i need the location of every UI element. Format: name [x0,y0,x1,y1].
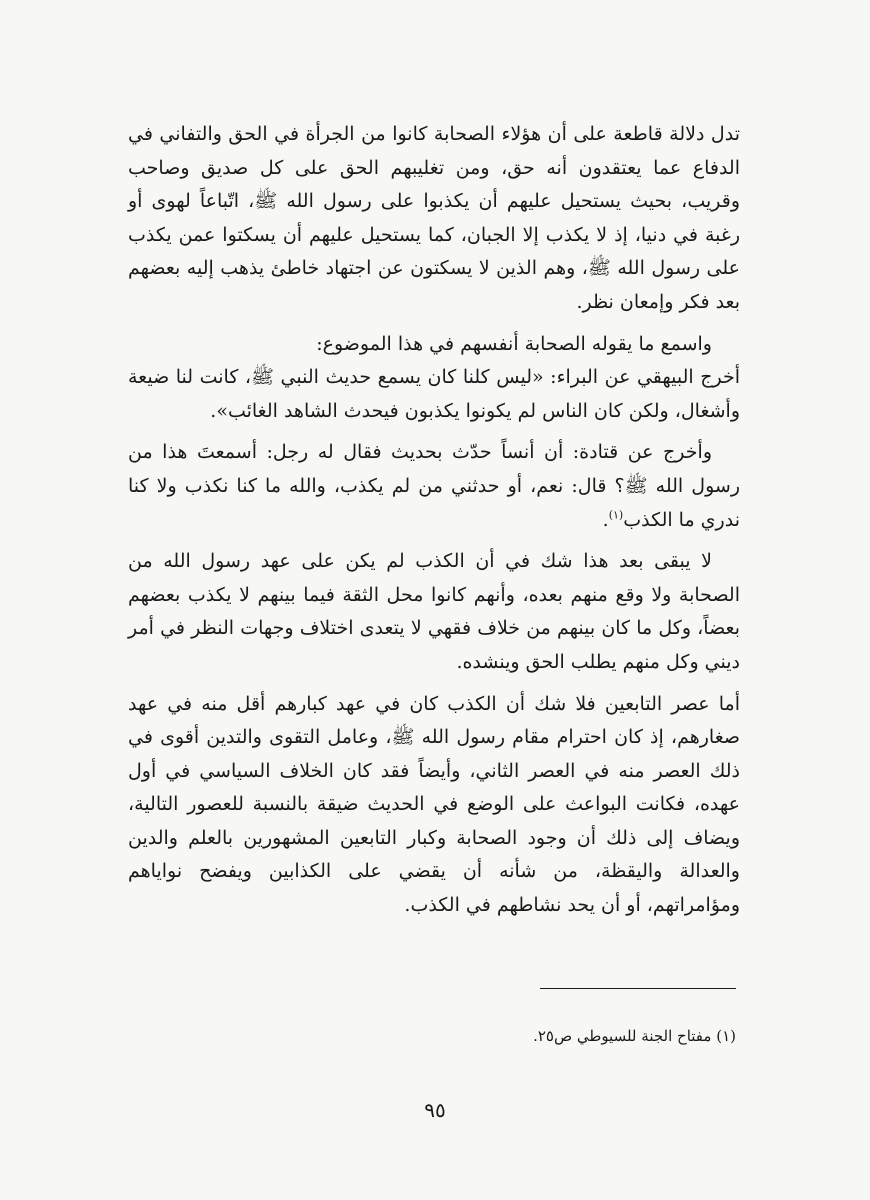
footnote [128,1024,736,1048]
footnote-reference[interactable]: (١) [608,508,624,522]
paragraph-6: أما عصر التابعين فلا شك أن الكذب كان في عهد كبارهم أقل منه في عهد صغارهم، إذ كان احترام مقام رسول الله ﷺ، وعامل التقوى والتدين أقوى في ذلك العصر منه في العصر الثاني، وأيضاً فقد كان الخلاف السياسي في أول عهده، فكانت البواعث على الوضع في الحديث ضيقة بالنسبة للعصور التالية، ويضاف إلى ذلك أن وجود الصحابة وكبار التابعين المشهورين بالعلم والدين والعدالة واليقظة، من شأنه أن يقضي على الكذابين ويفضح نواياهم ومؤامراتهم، أو أن يحد نشاطهم في الكذب. [128,692,740,917]
footnote-text: مفتاح الجنة للسيوطي ص٢٥. [533,1027,712,1045]
paragraph-4 [128,436,740,537]
paragraph-3: أخرج البيهقي عن البراء: «ليس كلنا كان يسمع حديث النبي ﷺ، كانت لنا ضيعة وأشغال، ولكن كان الناس لم يكونوا يكذبون فيحدث الشاهد الغائب». [128,366,740,422]
paragraph-5: لا يبقى بعد هذا شك في أن الكذب لم يكن على عهد رسول الله من الصحابة ولا وقع منهم بعده، وأنهم كانوا محل الثقة فيما بينهم لا يكذب بعضهم بعضاً، وكل ما كان بينهم من خلاف فقهي لا يتعدى اختلاف وجهات النظر في أمر ديني وكل منهم يطلب الحق وينشده. [128,550,740,673]
page-number: ٩٥ [424,1098,446,1122]
footnote-separator [540,988,736,989]
footnote-marker: (١) [716,1027,736,1045]
paragraph-4-text: وأخرج عن قتادة: أن أنساً حدّث بحديث فقال له رجل: أسمعتَ هذا من رسول الله ﷺ؟ قال: نعم، أو حدثني من لم يكذب، والله ما كنا نكذب ولا كنا ندري ما الكذب [128,441,740,531]
paragraph-1: تدل دلالة قاطعة على أن هؤلاء الصحابة كانوا من الجرأة في الحق والتفاني في الدفاع عما يعتقدون أنه حق، ومن تغليبهم الحق على كل صديق وصاحب وقريب، بحيث يستحيل عليهم أن يكذبوا على رسول الله ﷺ، اتّباعاً لهوى أو رغبة في دنيا، إذ لا يكذب إلا الجبان، كما يستحيل عليهم أن يسكتوا عمن يكذب على رسول الله ﷺ، وهم الذين لا يسكتون عن اجتهاد خاطئ يذهب إليه بعضهم بعد فكر وإمعان نظر. [128,123,740,313]
paragraph-4-end: . [602,508,609,531]
main-text [128,118,740,923]
paragraph-2: واسمع ما يقوله الصحابة أنفسهم في هذا الموضوع: [316,332,712,355]
